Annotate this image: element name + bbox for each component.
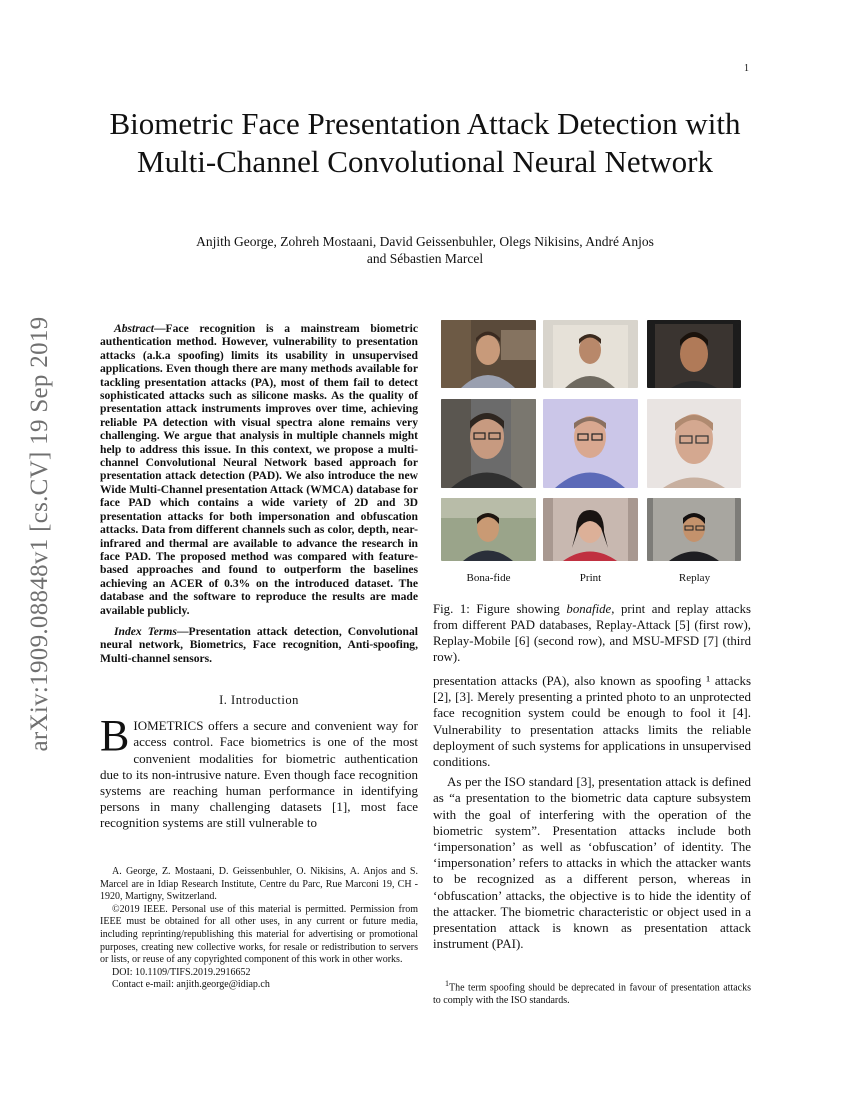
abstract-label: Abstract — [114, 322, 154, 335]
right-paragraph-1: presentation attacks (PA), also known as spoofing ¹ attacks [2], [3]. Merely presenting a printed photo to an unprotected face recognition system could be enough to fool it [4]. Vulnerability to presentation attacks limits the reliable deployment of such systems for applications in unsupervised conditions. — [433, 673, 751, 770]
figure-label-bonafide: Bona-fide — [466, 572, 511, 584]
author-list — [90, 233, 760, 267]
footnote-mark: 1 — [445, 979, 449, 988]
authors-line-2: and Sébastien Marcel — [366, 251, 484, 266]
photo-print-row1 — [543, 320, 638, 388]
figure-label-replay: Replay — [678, 572, 711, 584]
caption-rest: , print and replay attacks from different PAD databases, Replay-Attack [5] (first row), Replay-Mobile [6] (second row), and MSU-MFSD [7] (third row). — [433, 602, 751, 664]
photo-print-row2 — [543, 399, 638, 488]
abstract-text: —Face recognition is a mainstream biometric authentication method. However, vulnerability to presentation attacks (a.k.a spoofing) limits its usability in unsupervised applications. Even though there are many methods available for tackling presentation attacks (PA), most of them fail to detect sophisticated attacks such as silicone masks. As the quality of presentation attack instruments improves over time, achieving reliable PA detection with visual spectra alone remains very challenging. We argue that analysis in multiple channels might help to address this issue. In this context, we propose a multi-channel Convolutional Neural Network based approach for presentation attack detection (PAD). We also introduce the new Wide Multi-Channel presentation Attack (WMCA) database for face PAD which contains a wide variety of 2D and 3D presentation attacks for both impersonation and obfuscation attacks. Data from different channels such as color, depth, near-infrared and thermal are available to advance the research in face PAD. The proposed method was compared with feature-based approaches and found to outperform the baselines achieving an ACER of 0.3% on the introduced dataset. The database and the software to reproduce the results are made available publicly. — [100, 322, 418, 617]
caption-prefix: Fig. 1: Figure showing — [433, 602, 567, 616]
footnote-copyright: ©2019 IEEE. Personal use of this material is permitted. Permission from IEEE must be obtained for all other uses, in any current or future media, including reprinting/republishing this material for advertising or promotional purposes, creating new collective works, for resale or redistribution to servers or lists, or reuse of any copyrighted component of this work in other works. — [100, 903, 418, 966]
right-column-body — [433, 673, 751, 952]
intro-paragraph — [100, 711, 418, 831]
index-terms — [100, 625, 418, 665]
affiliation-footnotes — [100, 866, 418, 992]
right-paragraph-2: As per the ISO standard [3], presentation attack is defined as “a presentation to the biometric data capture subsystem with the goal of interfering with the operation of the biometric system”. Presentation attacks include both ‘impersonation’ as well as ‘obfuscation’ of identity. The ‘impersonation’ refers to attacks in which the attacker wants to be recognized as a different person, whereas in ‘obfuscation’ attacks, the objective is to hide the identity of the attacker. The biometric characteristic or object used in a presentation attack is known as presentation attack instrument (PAI). — [433, 774, 751, 952]
section-heading-introduction: I. Introduction — [219, 693, 299, 708]
page-number: 1 — [744, 63, 749, 74]
footnote-doi: DOI: 10.1109/TIFS.2019.2916652 — [112, 966, 251, 978]
photo-replay-row1 — [647, 320, 741, 388]
footnote-right-text: The term spoofing should be deprecated in favour of presentation attacks to comply with the ISO standards. — [433, 982, 751, 1006]
paper-title: Biometric Face Presentation Attack Detection with Multi-Channel Convolutional Neural Network — [109, 106, 741, 179]
figure-label-print: Print — [579, 572, 602, 584]
caption-italic: bonafide — [566, 602, 612, 616]
photo-replay-row3 — [647, 498, 741, 561]
figure-1 — [441, 320, 741, 590]
drop-cap: B — [100, 711, 130, 761]
photo-bonafide-row3 — [441, 498, 536, 561]
index-terms-text: —Presentation attack detection, Convolutional neural network, Biometrics, Face recognition, Anti-spoofing, Multi-channel sensors. — [100, 624, 418, 665]
photo-bonafide-row2 — [441, 399, 536, 488]
photo-print-row3 — [543, 498, 638, 561]
authors-line-1: Anjith George, Zohreh Mostaani, David Geissenbuhler, Olegs Nikisins, André Anjos — [196, 234, 654, 249]
photo-bonafide-row1 — [441, 320, 536, 388]
footnote-contact: Contact e-mail: anjith.george@idiap.ch — [112, 979, 270, 991]
abstract — [100, 322, 418, 617]
intro-text: IOMETRICS offers a secure and convenient way for access control. Face biometrics is one of the most convenient modalities for biometric authentication due to its non-intrusive nature. Even though face recognition systems are reaching human performance in identifying persons in many challenging datasets [1], most face recognition systems are still vulnerable to — [100, 718, 418, 831]
index-terms-label: Index Terms — [114, 624, 177, 638]
photo-replay-row2 — [647, 399, 741, 488]
figure-1-caption — [433, 601, 751, 665]
spoofing-footnote — [433, 978, 751, 1008]
arxiv-stamp: arXiv:1909.08848v1 [cs.CV] 19 Sep 2019 — [26, 316, 53, 752]
left-column — [100, 322, 418, 832]
footnote-affiliation: A. George, Z. Mostaani, D. Geissenbuhler, O. Nikisins, A. Anjos and S. Marcel are in Idiap Research Institute, Centre du Parc, Rue Marconi 19, CH - 1920, Martigny, Switzerland. — [100, 866, 418, 903]
